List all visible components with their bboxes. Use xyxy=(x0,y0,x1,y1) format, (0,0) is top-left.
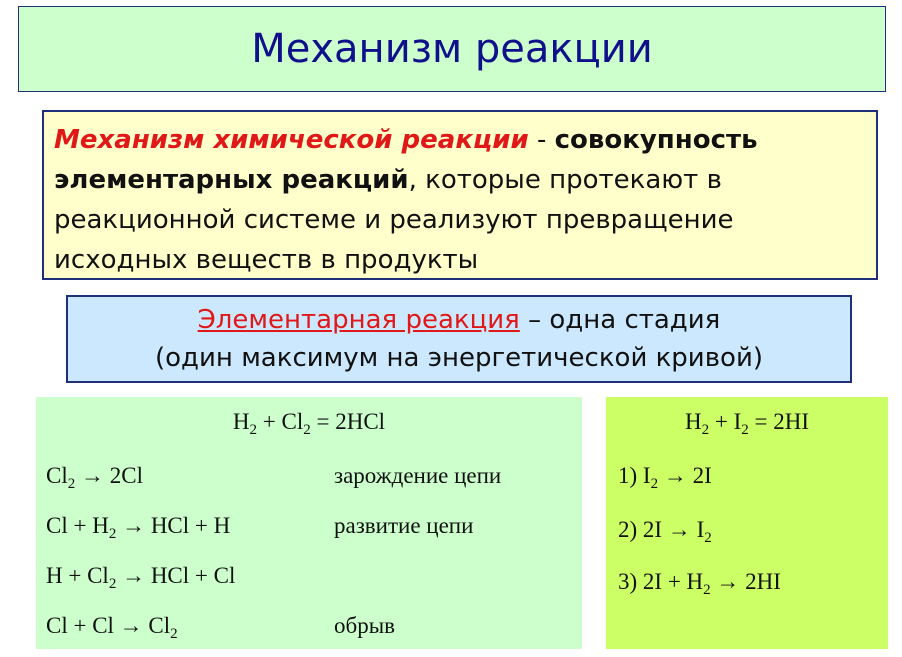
elementary-line-2: (один максимум на энергетической кривой) xyxy=(155,343,763,373)
definition-box xyxy=(42,110,878,280)
elementary-term: Элементарная реакция xyxy=(197,305,520,335)
elementary-line-1 xyxy=(68,301,850,339)
hi-step-1: 1) $I_2 \to 2I$ xyxy=(618,463,712,492)
definition-term: Механизм химической реакции xyxy=(54,125,529,155)
hi-mechanism-panel xyxy=(606,397,888,649)
hi-equation: $H_2 + I_2 = 2HI$ xyxy=(684,409,809,438)
definition-bold: совокупность элементарных реакций xyxy=(54,125,758,195)
hi-step-3: 3) $2I + H_2 \to 2HI$ xyxy=(618,569,781,598)
page-title: Механизм реакции xyxy=(251,26,653,72)
elementary-reaction-box xyxy=(66,295,852,383)
hcl-step-initiation: $Cl_2 \to 2Cl$ xyxy=(46,463,143,492)
hcl-equation: $H_2 + Cl_2 = 2HCl$ xyxy=(232,409,386,438)
hcl-step-propagation-label: развитие цепи xyxy=(334,513,474,538)
hcl-step-propagation-2: $H + Cl_2$ → HCl + Cl xyxy=(46,563,236,592)
elementary-line-1-rest: – одна стадия xyxy=(519,305,721,335)
hcl-step-termination-label: обрыв xyxy=(334,613,396,638)
hcl-step-termination: $Cl + Cl \to Cl_2$ xyxy=(46,613,178,642)
hi-step-2: 2) $2I \to I_2$ xyxy=(618,517,712,546)
definition-dash: - xyxy=(528,125,555,155)
title-banner xyxy=(18,6,886,92)
hcl-mechanism-panel xyxy=(36,397,582,649)
definition-rest: , которые протекают в реакционной системе и реализуют превращение исходных веществ в продукты xyxy=(54,165,734,275)
hcl-step-initiation-label: зарождение цепи xyxy=(334,463,502,488)
hcl-step-propagation: $Cl + H_2$ → HCl + H xyxy=(46,513,231,542)
